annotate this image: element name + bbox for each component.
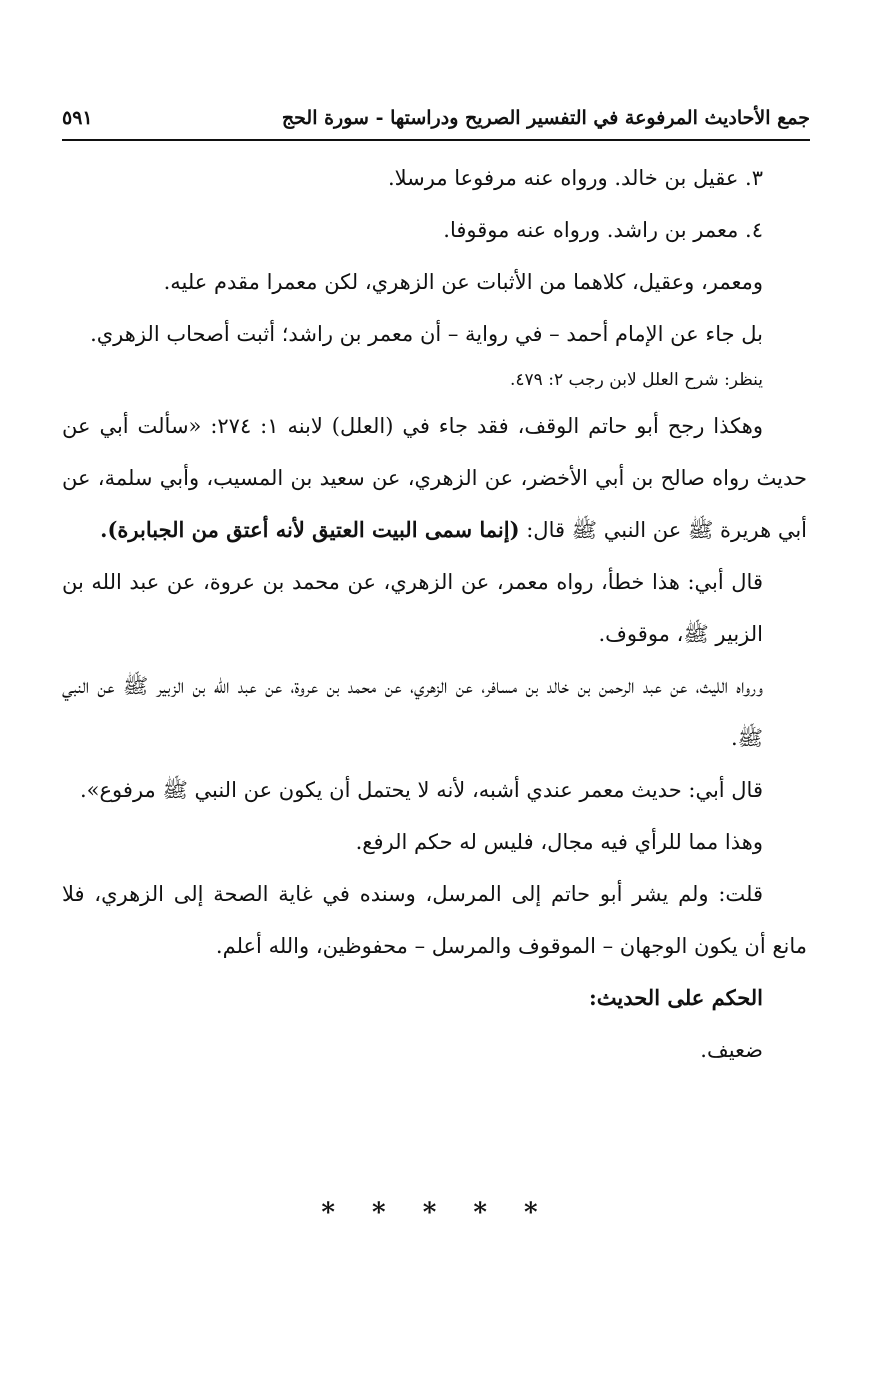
abu-hatim-text: وهكذا رجح أبو حاتم الوقف، فقد جاء في (العلل) لابنه ١: ٢٧٤: «سألت أبي عن حديث رواه صالح بن أبي الأخضر، عن الزهري، عن سعيد بن المسيب، وأبي سلمة، عن أبي هريرة ﷺ عن النبي ﷺ قال: (62, 414, 807, 542)
header-rule (62, 139, 810, 141)
page-body (62, 152, 807, 1076)
ruling-heading: الحكم على الحديث: (589, 985, 763, 1010)
paragraph-khata: قال أبي: هذا خطأ، رواه معمر، عن الزهري، عن محمد بن عروة، عن عبد الله بن الزبير ﷺ، موقوف. (62, 570, 763, 646)
paragraph-qultu: قلت: ولم يشر أبو حاتم إلى المرسل، وسنده في غاية الصحة إلى الزهري، فلا مانع أن يكون الوجهان – الموقوف والمرسل – محفوظين، والله أعلم. (62, 882, 807, 958)
paragraph-comparison: ومعمر، وعقيل، كلاهما من الأثبات عن الزهري، لكن معمرا مقدم عليه. (163, 270, 763, 294)
paragraph-ahmad: بل جاء عن الإمام أحمد – في رواية – أن معمر بن راشد؛ أثبت أصحاب الزهري. (90, 322, 763, 346)
paragraph-ashbah: قال أبي: حديث معمر عندي أشبه، لأنه لا يحتمل أن يكون عن النبي ﷺ مرفوع». (80, 778, 763, 802)
paragraph-abu-hatim (62, 400, 807, 556)
section-separator: * * * * * (321, 1198, 552, 1228)
reference-note: ينظر: شرح العلل لابن رجب ٢: ٤٧٩. (509, 370, 763, 390)
header-title: جمع الأحاديث المرفوعة في التفسير الصريح ودراستها - سورة الحج (281, 107, 810, 129)
ruling-value: ضعيف. (700, 1038, 763, 1062)
hadith-matn: (إنما سمى البيت العتيق لأنه أعتق من الجبابرة). (100, 517, 520, 542)
paragraph-ray: وهذا مما للرأي فيه مجال، فليس له حكم الرفع. (355, 830, 763, 854)
paragraph-layth: ورواه الليث، عن عبد الرحمن بن خالد بن مسافر، عن الزهري، عن محمد بن عروة، عن عبد الله بن الزبير ﷺ عن النبي ﷺ. (62, 674, 763, 750)
page-number: ٥٩١ (62, 107, 93, 129)
running-header (62, 103, 810, 137)
narrator-item-4: ٤. معمر بن راشد. ورواه عنه موقوفا. (443, 218, 763, 242)
narrator-item-3: ٣. عقيل بن خالد. ورواه عنه مرفوعا مرسلا. (387, 166, 763, 190)
